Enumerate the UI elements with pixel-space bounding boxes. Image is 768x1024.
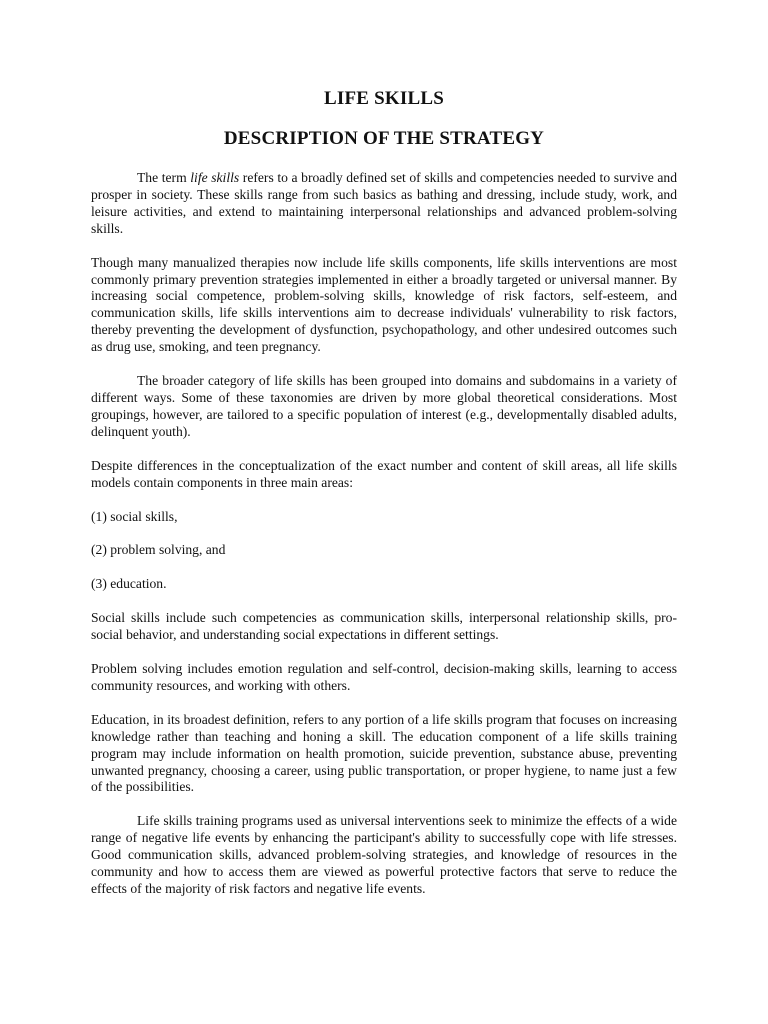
paragraph-domains: The broader category of life skills has been grouped into domains and subdomains in a variety of different ways. Some of these taxonomies are driven by more global theoretical considerations. Most groupings, however, are tailored to a specific population of interest (e.g., developmentally disabled adults, delinquent youth). [91, 373, 677, 439]
document-title: LIFE SKILLS [324, 88, 444, 109]
intro-after: refers to a broadly defined set of skills and competencies needed to survive and prosper in society. These skills range from such basics as bathing and dressing, include study, work, and leisure activities, and extend to maintaining interpersonal relationships and advanced problem-solving skills. [91, 170, 677, 236]
intro-before: The term [137, 170, 191, 185]
intro-paragraph [91, 170, 677, 238]
list-item-problem-solving: (2) problem solving, and [91, 542, 226, 558]
paragraph-problem-solving: Problem solving includes emotion regulation and self-control, decision-making skills, learning to access community resources, and working with others. [91, 661, 677, 693]
document-body [91, 170, 677, 915]
paragraph-education: Education, in its broadest definition, refers to any portion of a life skills program that focuses on increasing knowledge rather than teaching and honing a skill. The education component of a life skills training program may include information on health promotion, suicide prevention, substance abuse, preventing unwanted pregnancy, choosing a career, using public transportation, or proper hygiene, to name just a few of the possibilities. [91, 711, 677, 795]
document-subtitle: DESCRIPTION OF THE STRATEGY [223, 128, 545, 149]
paragraph-training-programs: Life skills training programs used as universal interventions seek to minimize the effects of a wide range of negative life events by enhancing the participant's ability to successfully cope with life stresses. Good communication skills, advanced problem-solving strategies, and knowledge of resources in the community and how to access them are viewed as powerful protective factors that serve to reduce the effects of the majority of risk factors and negative life events. [91, 813, 677, 896]
list-item-social-skills: (1) social skills, [91, 508, 178, 524]
list-item-education: (3) education. [91, 576, 167, 592]
intro-emphasis: life skills [190, 170, 240, 185]
paragraph-social-skills: Social skills include such competencies as communication skills, interpersonal relationship skills, pro-social behavior, and understanding social expectations in different settings. [91, 610, 677, 643]
paragraph-therapies: Though many manualized therapies now include life skills components, life skills interventions are most commonly primary prevention strategies implemented in either a broadly targeted or universal manner. By increasing social competence, problem-solving skills, knowledge of risk factors, self-esteem, and communication skills, life skills interventions aim to decrease individuals' vulnerability to risk factors, thereby preventing the development of dysfunction, psychopathology, and other undesired outcomes such as drug use, smoking, and teen pregnancy. [91, 254, 677, 355]
paragraph-main-areas: Despite differences in the conceptualization of the exact number and content of skill areas, all life skills models contain components in three main areas: [91, 457, 677, 490]
